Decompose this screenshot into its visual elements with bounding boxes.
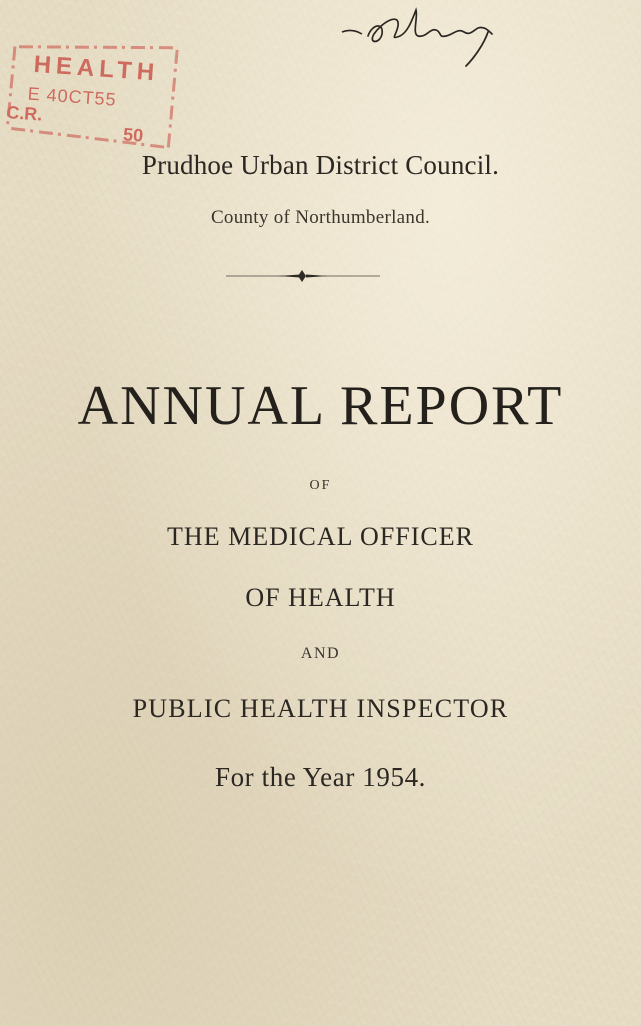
stamp-line-3: C.R. bbox=[5, 102, 44, 125]
title-of-health: OF HEALTH bbox=[245, 583, 396, 612]
library-signature bbox=[338, 4, 498, 70]
title-of: OF bbox=[309, 478, 332, 493]
ornamental-divider bbox=[226, 266, 380, 286]
library-stamp bbox=[0, 32, 186, 152]
council-name: Prudhoe Urban District Council. bbox=[141, 150, 500, 180]
divider-flourish-icon bbox=[226, 266, 380, 286]
title-and: AND bbox=[300, 645, 341, 662]
county-name: County of Northumberland. bbox=[210, 207, 431, 228]
signature-graphic bbox=[338, 4, 498, 70]
library-stamp-graphic bbox=[0, 32, 186, 152]
report-year: For the Year 1954. bbox=[214, 762, 427, 792]
title-public-health-inspector: PUBLIC HEALTH INSPECTOR bbox=[132, 694, 509, 723]
stamp-line-2: E 40CT55 bbox=[27, 83, 118, 110]
report-title: ANNUAL REPORT bbox=[77, 375, 564, 437]
title-medical-officer: THE MEDICAL OFFICER bbox=[167, 522, 474, 551]
stamp-line-4: 50 bbox=[122, 124, 144, 146]
stamp-line-1: HEALTH bbox=[32, 50, 160, 87]
